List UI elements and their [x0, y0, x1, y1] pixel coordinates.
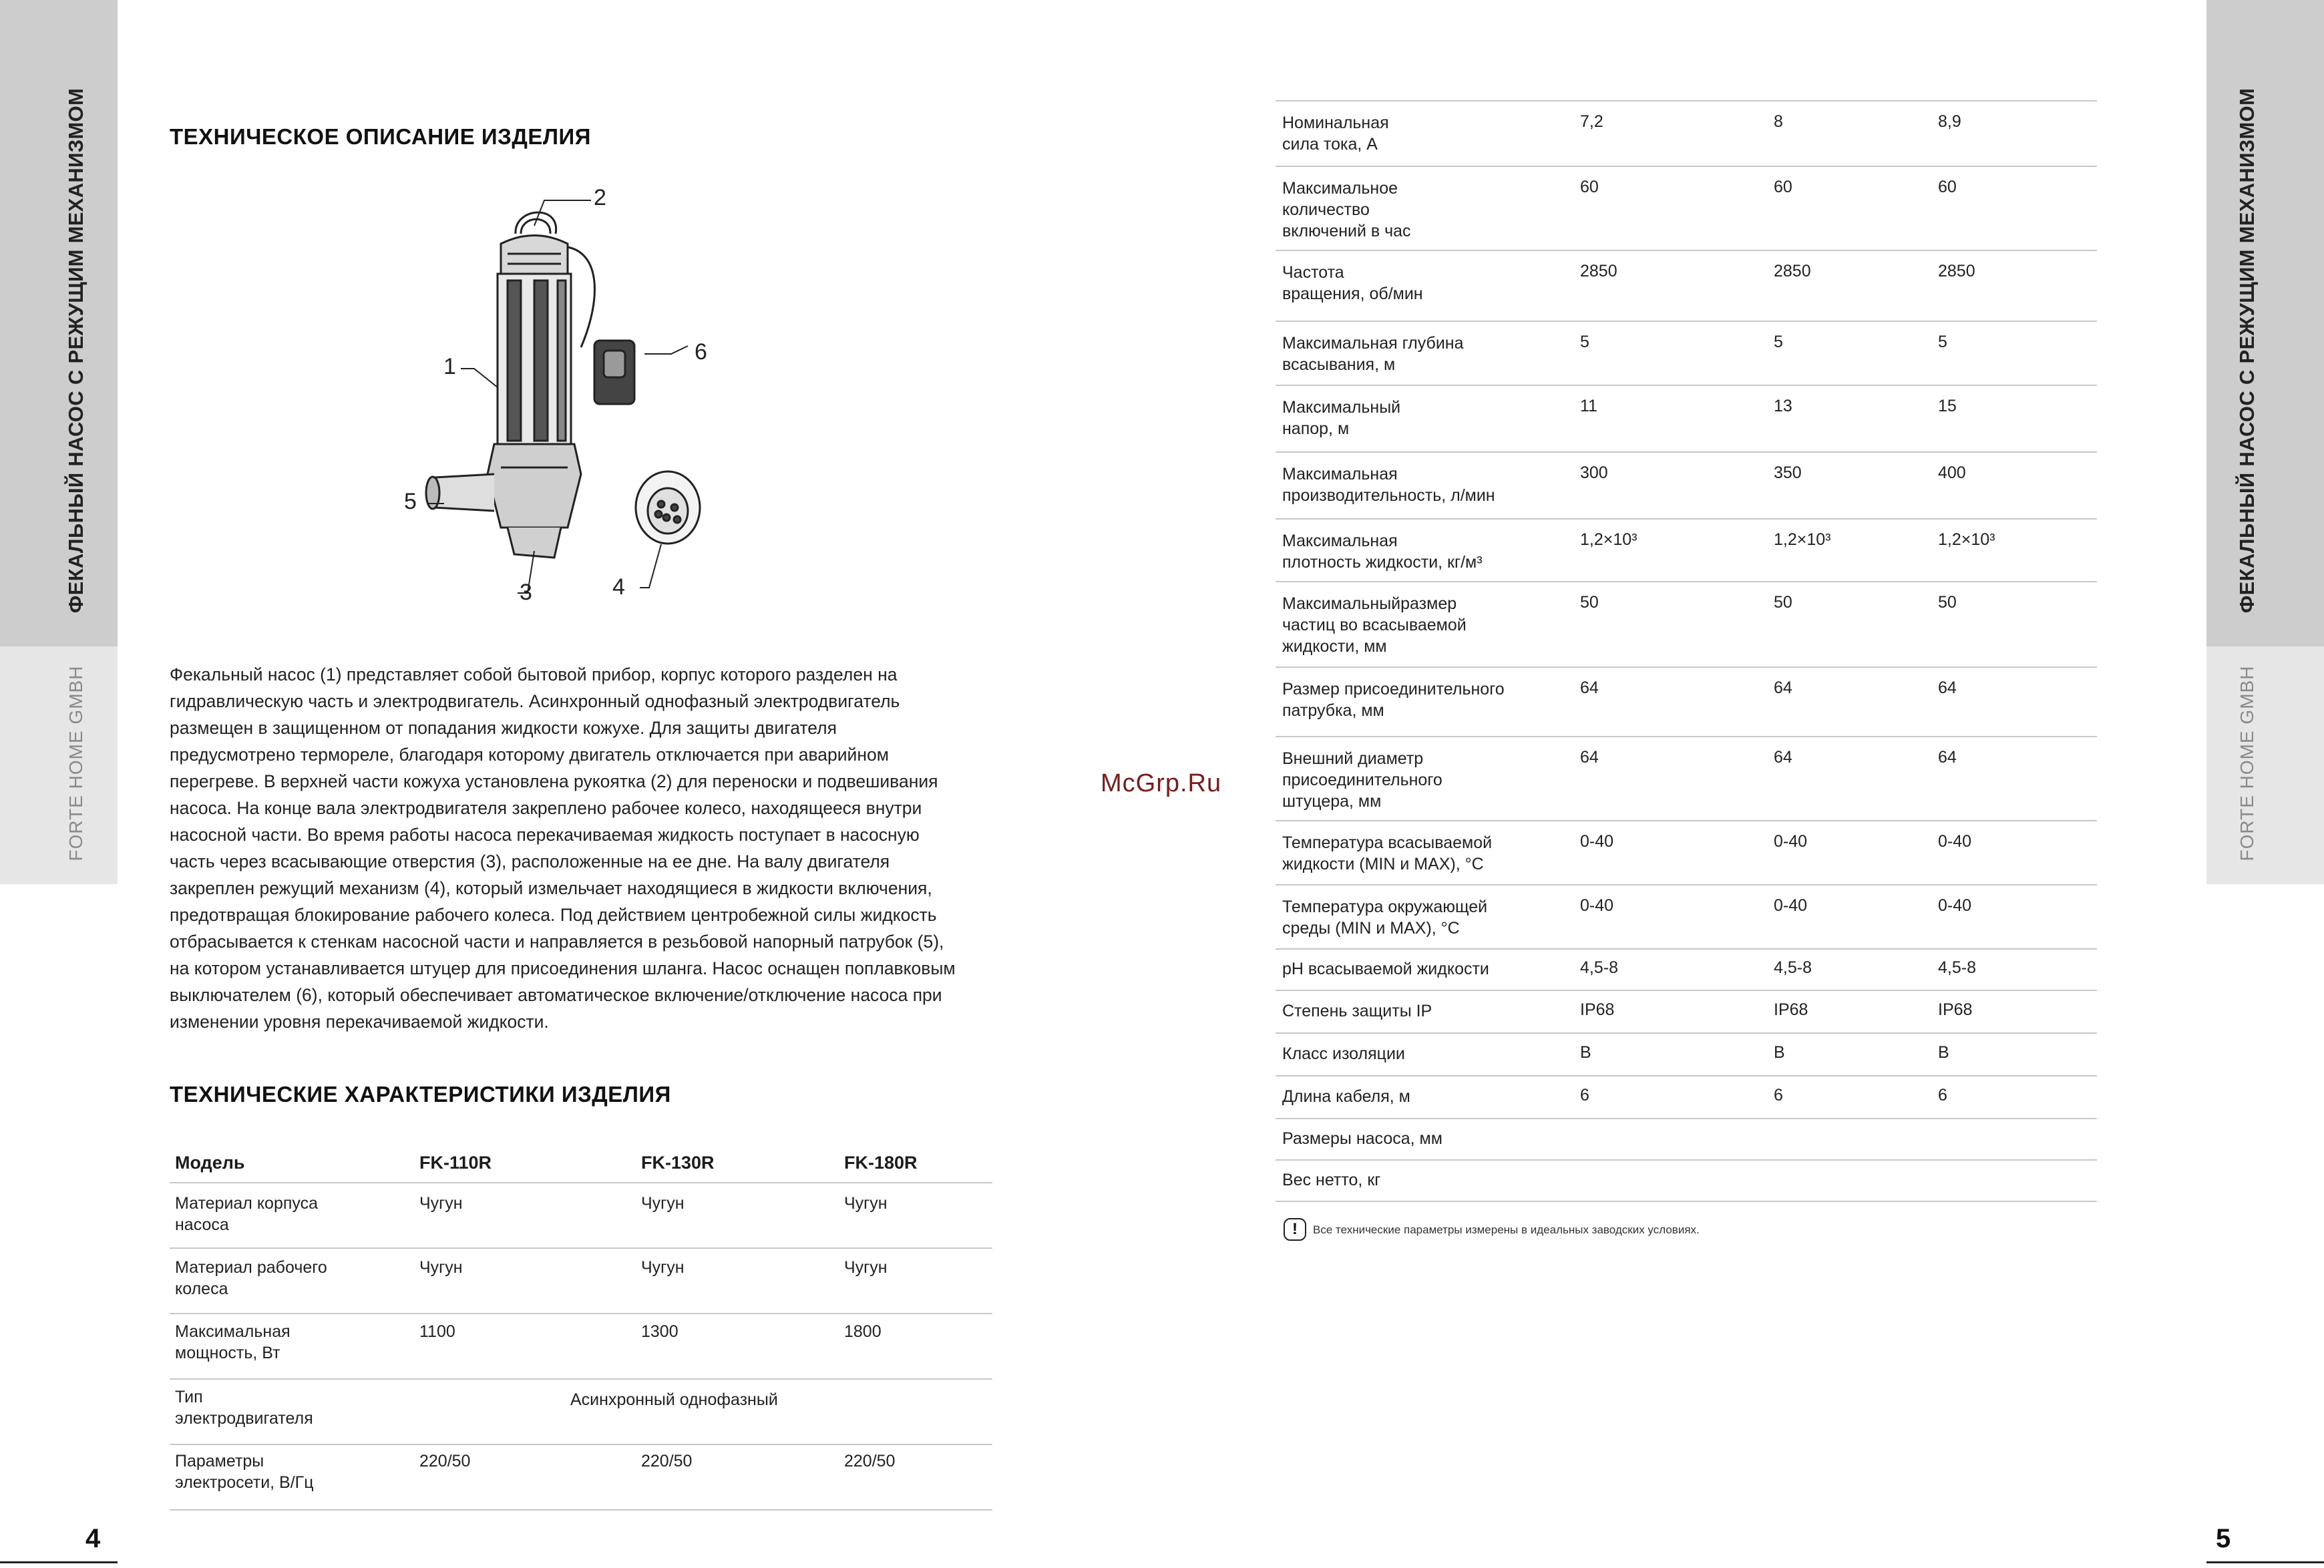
label-line: Максимальныйразмер — [1282, 594, 1457, 613]
description-line: изменении уровня перекачиваемой жидкости. — [170, 1012, 549, 1032]
label-line: насоса — [175, 1215, 229, 1234]
table-row-label — [1282, 678, 1505, 721]
table-cell: 64 — [1580, 748, 1599, 767]
label-line: напор, м — [1282, 419, 1350, 438]
table-cell: 50 — [1774, 593, 1792, 612]
label-line: Вес нетто, кг — [1282, 1171, 1381, 1189]
description-line: перегреве. В верхней части кожуха установлена рукоятка (2) для переноски и подвешивания — [170, 771, 938, 791]
table-cell: 400 — [1938, 463, 1966, 482]
table-row-label — [175, 1193, 318, 1235]
table-row-label — [1282, 896, 1487, 939]
table-cell: 60 — [1580, 178, 1599, 196]
table-cell: 1,2×10³ — [1774, 530, 1831, 549]
table-cell: 4,5-8 — [1938, 958, 1976, 977]
table-divider — [170, 1378, 992, 1380]
label-line: плотность жидкости, кг/м³ — [1282, 553, 1483, 572]
table-row-label — [1282, 832, 1492, 875]
table-divider — [1276, 884, 2097, 886]
table-cell: 220/50 — [844, 1452, 896, 1471]
header-fk110r: FK-110R — [419, 1153, 492, 1173]
label-line: Размер присоединительного — [1282, 680, 1505, 699]
table-row-label — [1282, 397, 1400, 439]
table-row-label — [1282, 178, 1411, 242]
label-line: патрубка, мм — [1282, 701, 1384, 720]
table-divider — [1276, 820, 2097, 821]
table-divider — [1276, 1118, 2097, 1119]
right-band-brand: FORTE HOME GMBH — [2237, 665, 2257, 861]
description-line: закреплен режущий механизм (4), который измельчает находящиеся в жидкости включения, — [170, 878, 932, 898]
pump-outlet — [434, 474, 494, 511]
table-cell: 15 — [1938, 397, 1957, 415]
table-cell: 2850 — [1938, 262, 1975, 280]
table-divider — [1276, 166, 2097, 167]
table-cell: 64 — [1938, 678, 1957, 697]
label-line: Материал корпуса — [175, 1194, 319, 1213]
table-cell: 300 — [1580, 463, 1608, 482]
table-cell: 50 — [1938, 593, 1957, 612]
table-divider — [1276, 100, 2097, 102]
table-cell: B — [1774, 1043, 1785, 1062]
label-line: всасывания, м — [1282, 355, 1396, 374]
left-band-brand: FORTE HOME GMBH — [65, 665, 86, 861]
table-cell: 0-40 — [1580, 832, 1614, 851]
table-cell: 1,2×10³ — [1938, 530, 1995, 549]
header-fk130r: FK-130R — [641, 1153, 715, 1173]
table-cell: Чугун — [844, 1258, 888, 1277]
table-divider — [170, 1313, 992, 1314]
table-cell: 11 — [1580, 397, 1597, 415]
table-cell: Чугун — [844, 1194, 888, 1213]
label-line: Максимальное — [1282, 179, 1398, 198]
table-cell: IP68 — [1938, 1000, 1973, 1019]
table-divider — [170, 1247, 992, 1249]
label-line: Длина кабеля, м — [1282, 1087, 1410, 1106]
table-cell: 6 — [1938, 1086, 1947, 1105]
label-line: Размеры насоса, мм — [1282, 1129, 1442, 1148]
table-cell: Чугун — [419, 1194, 463, 1213]
right-page-rule — [2206, 1561, 2324, 1563]
table-divider — [1276, 385, 2097, 386]
table-cell: 4,5-8 — [1774, 958, 1812, 977]
table-row-label — [1282, 262, 1423, 305]
table-divider — [1276, 581, 2097, 582]
table-cell: 5 — [1580, 333, 1589, 351]
table-divider — [170, 1444, 992, 1445]
label-line: колеса — [175, 1280, 228, 1298]
description-line: предотвращая блокирование рабочего колеса. Под действием центробежной силы жидкость — [170, 905, 937, 925]
footnote: Все технические параметры измерены в идеальных заводских условиях. — [1313, 1223, 1700, 1236]
description-line: насоса. На конце вала электродвигателя закреплено рабочее колесо, находящееся внутри — [170, 798, 922, 818]
description-line: часть через всасывающие отверстия (3), расположенные на ее дне. На валу двигателя — [170, 851, 890, 871]
table-cell: 1800 — [844, 1322, 882, 1341]
table-row-label — [175, 1386, 313, 1429]
description-line: отбрасывается к стенкам насосной части и направляется в резьбовой напорный патрубок (5), — [170, 932, 944, 952]
pump-diagram — [401, 180, 748, 608]
label-line: вращения, об/мин — [1282, 284, 1423, 303]
table-divider — [1276, 736, 2097, 737]
table-row-label — [175, 1450, 314, 1493]
table-cell: 50 — [1580, 593, 1599, 612]
left-spec-table — [170, 1147, 992, 1512]
label-line: штуцера, мм — [1282, 792, 1382, 811]
table-divider — [1276, 1201, 2097, 1202]
table-divider — [1276, 1075, 2097, 1076]
table-divider — [170, 1509, 992, 1511]
table-divider — [1276, 250, 2097, 251]
table-row-label — [1282, 463, 1495, 506]
description-line: размещен в защищенном от попадания жидкости кожухе. Для защиты двигателя — [170, 718, 837, 738]
left-page-number: 4 — [85, 1524, 101, 1553]
right-page-number: 5 — [2216, 1524, 2231, 1553]
table-cell: Чугун — [641, 1258, 685, 1277]
callout-3: 3 — [520, 580, 532, 605]
label-line: Температура всасываемой — [1282, 833, 1493, 852]
table-row-label — [1282, 1000, 1432, 1022]
table-cell: 8 — [1774, 112, 1783, 131]
right-band-brand-area — [2206, 646, 2324, 884]
table-row-label — [1282, 1169, 1380, 1191]
left-band-title-area — [0, 0, 118, 646]
table-cell: 0-40 — [1774, 832, 1808, 851]
header-model: Модель — [175, 1153, 245, 1173]
table-cell: 6 — [1580, 1086, 1589, 1105]
label-line: Максимальная глубина — [1282, 334, 1464, 353]
label-line: сила тока, А — [1282, 135, 1378, 154]
table-cell: 64 — [1774, 678, 1792, 697]
warning-icon: ! — [1284, 1218, 1306, 1241]
table-row-label — [1282, 1128, 1442, 1149]
table-cell: IP68 — [1774, 1000, 1808, 1019]
table-row-label — [1282, 112, 1389, 155]
label-line: Максимальная — [175, 1322, 290, 1341]
callout-5: 5 — [404, 489, 417, 514]
label-line: Номинальная — [1282, 114, 1389, 132]
table-merged-cell: Асинхронный однофазный — [570, 1390, 778, 1409]
table-divider — [1276, 948, 2097, 950]
table-cell: 0-40 — [1580, 896, 1614, 915]
description-line: предусмотрено термореле, благодаря которому двигатель отключается при аварийном — [170, 745, 889, 765]
table-cell: 0-40 — [1938, 832, 1972, 851]
table-cell: 4,5-8 — [1580, 958, 1618, 977]
description-heading: ТЕХНИЧЕСКОЕ ОПИСАНИЕ ИЗДЕЛИЯ — [170, 124, 591, 149]
label-line: Максимальная — [1282, 465, 1398, 483]
description-line: Фекальный насос (1) представляет собой бытовой прибор, корпус которого разделен на — [170, 664, 898, 684]
table-row-label — [1282, 748, 1442, 812]
label-line: электродвигателя — [175, 1409, 313, 1428]
label-line: жидкости (MIN и MAX), °C — [1282, 855, 1484, 873]
table-cell: B — [1580, 1043, 1591, 1062]
table-cell: 350 — [1774, 463, 1802, 482]
watermark: McGrp.Ru — [1101, 769, 1222, 797]
table-row-label — [1282, 958, 1489, 980]
label-line: Максимальная — [1282, 532, 1398, 550]
table-divider — [1276, 321, 2097, 322]
label-line: Максимальный — [1282, 398, 1401, 417]
table-cell: 64 — [1580, 678, 1599, 697]
callout-6: 6 — [695, 339, 707, 365]
label-line: среды (MIN и MAX), °C — [1282, 919, 1460, 938]
table-cell: 1100 — [419, 1322, 455, 1341]
right-band-title-area — [2206, 0, 2324, 646]
label-line: жидкости, мм — [1282, 637, 1387, 656]
left-band-brand-area — [0, 646, 118, 884]
table-cell: 13 — [1774, 397, 1792, 415]
table-cell: 1,2×10³ — [1580, 530, 1637, 549]
right-band-title: ФЕКАЛЬНЫЙ НАСОС С РЕЖУЩИМ МЕХАНИЗМОМ — [2235, 87, 2259, 614]
label-line: производительность, л/мин — [1282, 486, 1495, 505]
table-cell: 60 — [1938, 178, 1957, 196]
label-line: электросети, В/Гц — [175, 1473, 314, 1492]
table-cell: 5 — [1774, 333, 1783, 351]
label-line: включений в час — [1282, 222, 1411, 240]
table-row-label — [1282, 593, 1467, 657]
table-cell: 8,9 — [1938, 112, 1961, 131]
table-cell: 64 — [1774, 748, 1792, 767]
table-divider — [1276, 990, 2097, 991]
pump-lower-body — [488, 444, 581, 528]
callout-2: 2 — [594, 185, 606, 210]
label-line: Частота — [1282, 263, 1344, 282]
label-line: мощность, Вт — [175, 1344, 280, 1362]
table-divider — [1276, 1032, 2097, 1034]
description-line: на котором устанавливается штуцер для присоединения шланга. Насос оснащен поплавковым — [170, 958, 956, 978]
label-line: количество — [1282, 200, 1370, 219]
table-cell: IP68 — [1580, 1000, 1615, 1019]
table-row-label — [1282, 1086, 1410, 1107]
label-line: Внешний диаметр — [1282, 749, 1424, 768]
table-row-label — [175, 1257, 327, 1300]
table-cell: 7,2 — [1580, 112, 1603, 131]
table-cell: B — [1938, 1043, 1949, 1062]
left-page-rule — [0, 1561, 118, 1563]
left-band-title: ФЕКАЛЬНЫЙ НАСОС С РЕЖУЩИМ МЕХАНИЗМОМ — [64, 87, 87, 614]
table-cell: 6 — [1774, 1086, 1783, 1105]
label-line: присоединительного — [1282, 771, 1442, 789]
table-cell: Чугун — [641, 1194, 685, 1213]
specs-heading: ТЕХНИЧЕСКИЕ ХАРАКТЕРИСТИКИ ИЗДЕЛИЯ — [170, 1082, 671, 1107]
table-divider — [1276, 451, 2097, 453]
description-line: гидравлическую часть и электродвигатель. Асинхронный однофазный электродвигатель — [170, 691, 900, 711]
table-row-label — [1282, 333, 1464, 375]
table-cell: 2850 — [1580, 262, 1617, 280]
description-line: выключателем (6), который обеспечивает автоматическое включение/отключение насоса при — [170, 985, 942, 1005]
table-cell: 0-40 — [1774, 896, 1808, 915]
table-divider — [170, 1182, 992, 1183]
callout-4: 4 — [612, 574, 625, 600]
table-cell: 220/50 — [419, 1452, 471, 1471]
table-cell: 2850 — [1774, 262, 1811, 280]
callout-1: 1 — [443, 354, 456, 379]
label-line: частиц во всасываемой — [1282, 616, 1467, 634]
description-line: насосной части. Во время работы насоса перекачиваемая жидкость поступает в насосную — [170, 825, 920, 845]
table-cell: 220/50 — [641, 1452, 693, 1471]
table-cell: Чугун — [419, 1258, 463, 1277]
table-cell: 60 — [1774, 178, 1792, 196]
table-divider — [1276, 1159, 2097, 1161]
label-line: Параметры — [175, 1452, 264, 1471]
table-row-label — [1282, 1043, 1405, 1064]
table-cell: 0-40 — [1938, 896, 1972, 915]
label-line: Температура окружающей — [1282, 898, 1488, 916]
table-cell: 5 — [1938, 333, 1947, 351]
table-row-label — [175, 1321, 290, 1364]
label-line: pH всасываемой жидкости — [1282, 960, 1489, 978]
table-divider — [1276, 518, 2097, 520]
description-text — [170, 661, 1051, 1035]
label-line: Тип — [175, 1388, 203, 1406]
label-line: Материал рабочего — [175, 1258, 327, 1277]
table-cell: 64 — [1938, 748, 1957, 767]
table-row-label — [1282, 530, 1483, 573]
table-divider — [1276, 666, 2097, 668]
header-fk180r: FK-180R — [844, 1153, 918, 1173]
label-line: Степень защиты IP — [1282, 1002, 1432, 1020]
label-line: Класс изоляции — [1282, 1044, 1405, 1063]
table-cell: 1300 — [641, 1322, 679, 1341]
